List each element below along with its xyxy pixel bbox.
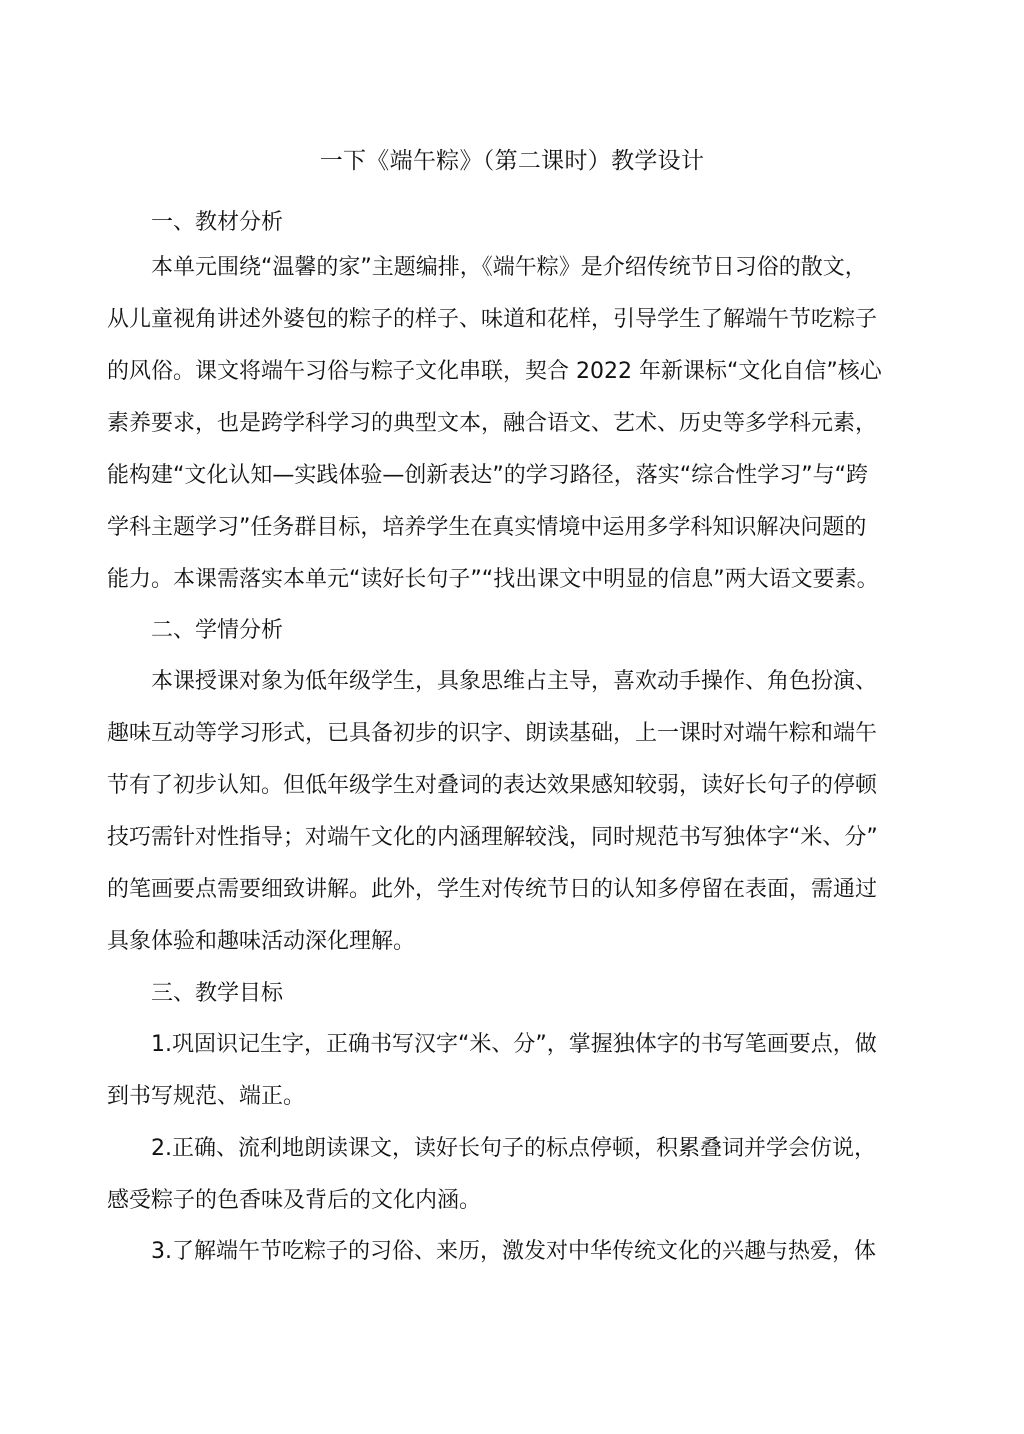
section-heading-teaching-objectives: 三、教学目标 [151, 981, 284, 1006]
text-line: 具象体验和趣味活动深化理解。 [107, 929, 416, 954]
objective-item-3 [107, 1226, 919, 1278]
text-line: 从儿童视角讲述外婆包的粽子的样子、味道和花样，引导学生了解端午节吃粽子 [107, 307, 878, 332]
text-line: 2.正确、流利地朗读课文，读好长句子的标点停顿，积累叠词并学会仿说， [151, 1136, 876, 1161]
section-heading-textbook-analysis: 一、教材分析 [151, 210, 284, 235]
text-line: 1.巩固识记生字，正确书写汉字“米、分”，掌握独体字的书写笔画要点，做 [151, 1032, 877, 1057]
text-line: 能力。本课需落实本单元“读好长句子”“找出课文中明显的信息”两大语文要素。 [107, 567, 879, 592]
text-line: 学科主题学习”任务群目标，培养学生在真实情境中运用多学科知识解决问题的 [107, 515, 867, 540]
text-line: 的笔画要点需要细致讲解。此外，学生对传统节日的认知多停留在表面，需通过 [107, 877, 878, 902]
text-line: 本课授课对象为低年级学生，具象思维占主导，喜欢动手操作、角色扮演、 [151, 669, 878, 694]
objective-item-2 [107, 1123, 919, 1227]
document-title: 一下《端午粽》（第二课时）教学设计 [319, 148, 705, 174]
text-line: 技巧需针对性指导；对端午文化的内涵理解较浅，同时规范书写独体字“米、分” [107, 825, 878, 850]
text-line: 感受粽子的色香味及背后的文化内涵。 [107, 1188, 482, 1213]
text-line: 到书写规范、端正。 [107, 1084, 306, 1109]
text-line: 3.了解端午节吃粽子的习俗、来历，激发对中华传统文化的兴趣与热爱，体 [151, 1239, 876, 1264]
text-line: 节有了初步认知。但低年级学生对叠词的表达效果感知较弱，读好长句子的停顿 [107, 773, 878, 798]
text-line: 趣味互动等学习形式，已具备初步的识字、朗读基础，上一课时对端午粽和端午 [107, 721, 878, 746]
text-line: 能构建“文化认知—实践体验—创新表达”的学习路径，落实“综合性学习”与“跨 [107, 463, 868, 488]
section-heading-learner-analysis: 二、学情分析 [151, 618, 284, 643]
text-line: 素养要求，也是跨学科学习的典型文本，融合语文、艺术、历史等多学科元素， [107, 411, 878, 436]
text-line: 本单元围绕“温馨的家”主题编排，《端午粽》是介绍传统节日习俗的散文， [151, 255, 867, 280]
paragraph-learner-analysis [107, 656, 919, 968]
objective-item-1 [107, 1019, 919, 1123]
paragraph-textbook-analysis [107, 242, 919, 606]
text-line: 的风俗。课文将端午习俗与粽子文化串联，契合 2022 年新课标“文化自信”核心 [107, 359, 882, 384]
